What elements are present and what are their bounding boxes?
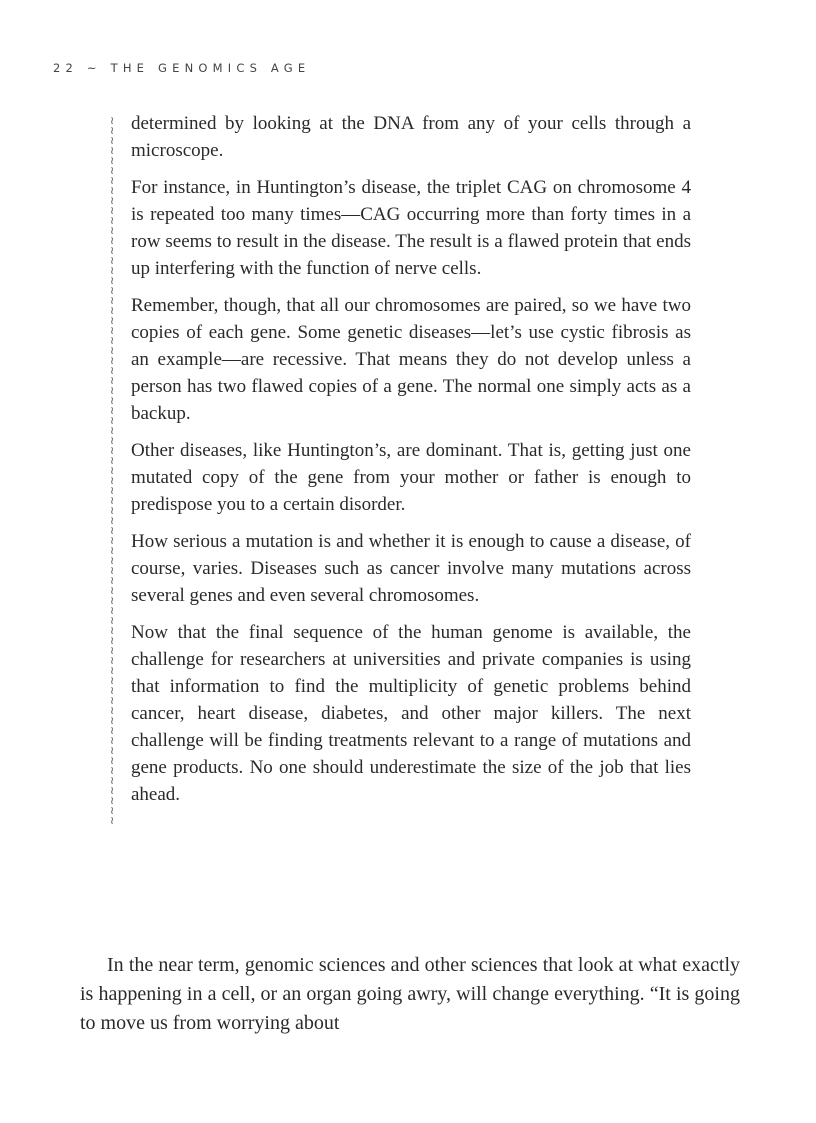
sidebar-paragraph: How serious a mutation is and whether it is enough to cause a disease, of course, varies. Diseases such as cancer involve many mutations across several genes and even several chromosomes. xyxy=(131,531,691,606)
sidebar-paragraph: For instance, in Huntington’s disease, the triplet CAG on chromosome 4 is repeated too many times—CAG occurring more than forty times in a row seems to result in the disease. The result is a flawed protein that ends up interfering with the function of nerve cells. xyxy=(131,177,691,279)
separator: ~ xyxy=(86,61,102,75)
sidebar-paragraph: Now that the final sequence of the human genome is available, the challenge for researchers at universities and private companies is using that information to find the multiplicity of genetic problems behind cancer, heart disease, diabetes, and other major killers. The next challenge will be finding treatments relevant to a range of mutations and gene products. No one should underestimate the size of the job that lies ahead. xyxy=(131,622,691,805)
sidebar-paragraph: determined by looking at the DNA from any of your cells through a microscope. xyxy=(131,113,691,161)
wavy-rule-icon: ≀ ≀ ≀ ≀ ≀ ≀ ≀ ≀ ≀ ≀ ≀ ≀ ≀ ≀ ≀ ≀ ≀ ≀ ≀ ≀ ≀ ≀ ≀ ≀ ≀ ≀ ≀ ≀ ≀ ≀ ≀ ≀ ≀ ≀ ≀ ≀ ≀ ≀ ≀ ≀ ≀ ≀ ≀ ≀ ≀ ≀ ≀ ≀ ≀ ≀ ≀ ≀ ≀ ≀ ≀ ≀ ≀ ≀ ≀ ≀ ≀ ≀ ≀ ≀ ≀ ≀ ≀ ≀ ≀ ≀ ≀ xyxy=(110,114,115,827)
sidebar-text xyxy=(131,110,691,818)
book-title: THE GENOMICS AGE xyxy=(110,61,311,75)
sidebar-paragraph: Other diseases, like Huntington’s, are dominant. That is, getting just one mutated copy of the gene from your mother or father is enough to predispose you to a certain disorder. xyxy=(131,440,691,515)
body-text xyxy=(80,951,740,1038)
page-number: 22 xyxy=(53,61,79,75)
body-paragraph: In the near term, genomic sciences and other sciences that look at what exactly is happening in a cell, or an organ going awry, will change everything. “It is going to move us from worrying about xyxy=(80,954,740,1034)
running-head xyxy=(53,61,310,75)
sidebar-paragraph: Remember, though, that all our chromosomes are paired, so we have two copies of each gene. Some genetic diseases—let’s use cystic fibrosis as an example—are recessive. That means they do not develop unless a person has two flawed copies of a gene. The normal one simply acts as a backup. xyxy=(131,295,691,424)
